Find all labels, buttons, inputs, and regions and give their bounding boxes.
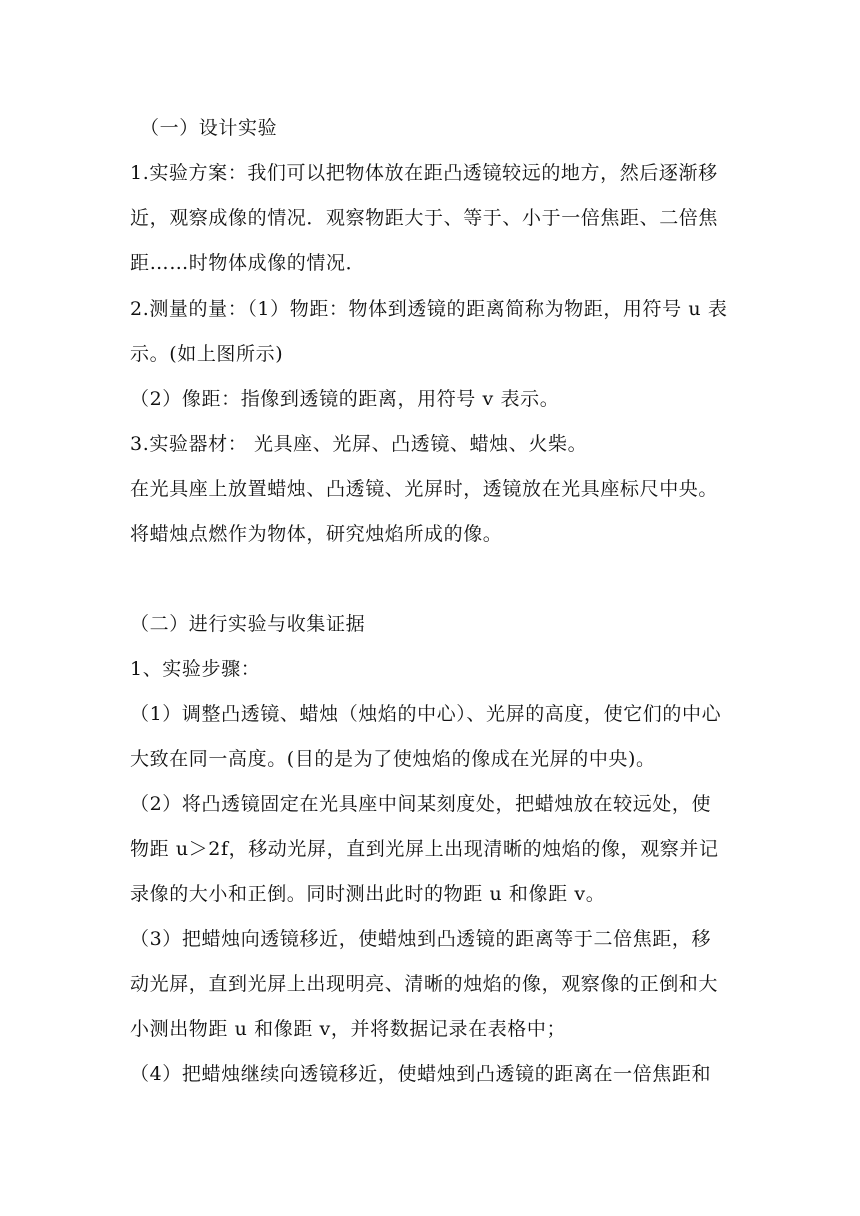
text-line: （4）把蜡烛继续向透镜移近，使蜡烛到凸透镜的距离在一倍焦距和	[130, 1063, 712, 1085]
text-line: 距……时物体成像的情况．	[130, 252, 366, 274]
text-line: 1.实验方案：我们可以把物体放在距凸透镜较远的地方，然后逐渐移	[130, 162, 718, 184]
text-line: （3）把蜡烛向透镜移近，使蜡烛到凸透镜的距离等于二倍焦距，移	[130, 928, 712, 950]
text-line: 将蜡烛点燃作为物体，研究烛焰所成的像。	[130, 523, 503, 545]
text-line: 近，观察成像的情况．观察物距大于、等于、小于一倍焦距、二倍焦	[130, 207, 719, 229]
text-line: 物距 u＞2f，移动光屏，直到光屏上出现清晰的烛焰的像，观察并记	[130, 838, 719, 860]
text-line: 1、实验步骤：	[130, 658, 261, 680]
text-line: （1）调整凸透镜、蜡烛（烛焰的中心）、光屏的高度，使它们的中心	[130, 703, 722, 725]
text-line: 小测出物距 u 和像距 v，并将数据记录在表格中；	[130, 1018, 567, 1040]
text-line: 2.测量的量：（1）物距：物体到透镜的距离简称为物距，用符号 u 表	[130, 298, 728, 320]
section-heading-experiment: （二）进行实验与收集证据	[130, 613, 366, 635]
text-line: 示。(如上图所示)	[130, 343, 284, 365]
text-line: 动光屏，直到光屏上出现明亮、清晰的烛焰的像，观察像的正倒和大	[130, 973, 719, 995]
text-line: 大致在同一高度。(目的是为了使烛焰的像成在光屏的中央)。	[130, 748, 656, 770]
text-line: （2）将凸透镜固定在光具座中间某刻度处，把蜡烛放在较远处，使	[130, 793, 712, 815]
text-line: 录像的大小和正倒。同时测出此时的物距 u 和像距 v。	[130, 883, 606, 905]
text-line: （2）像距：指像到透镜的距离，用符号 v 表示。	[130, 388, 560, 410]
section-heading-design: （一）设计实验	[140, 117, 278, 139]
text-line: 在光具座上放置蜡烛、凸透镜、光屏时，透镜放在光具座标尺中央。	[130, 478, 719, 500]
text-line: 3.实验器材： 光具座、光屏、凸透镜、蜡烛、火柴。	[130, 433, 588, 455]
